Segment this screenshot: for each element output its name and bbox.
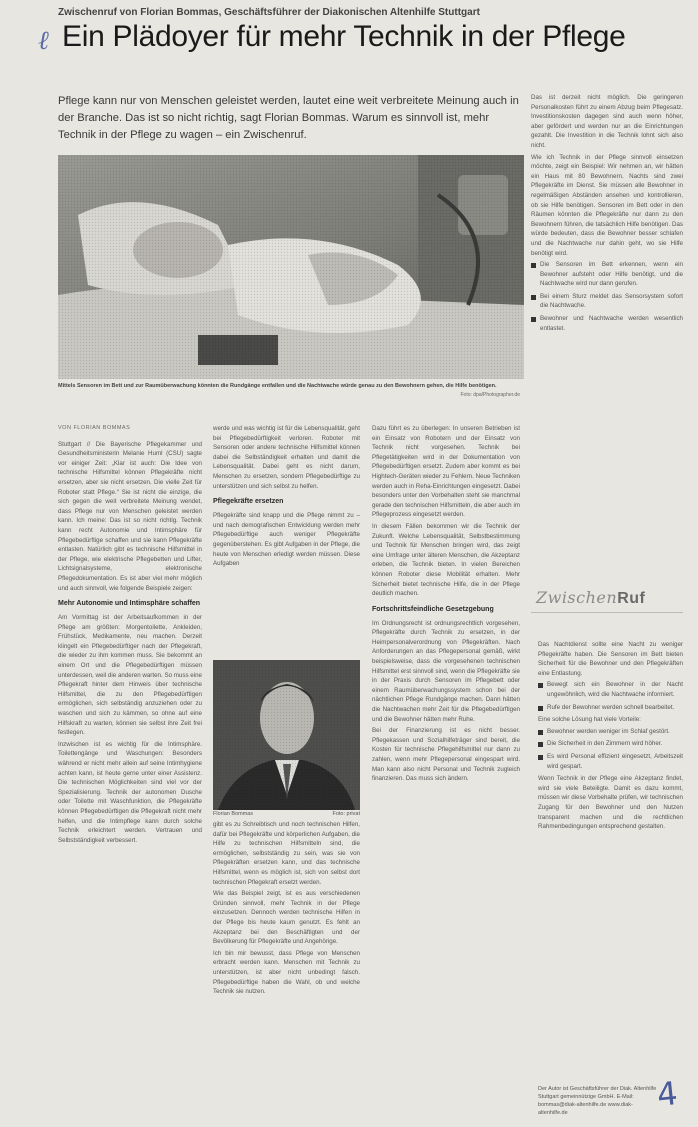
article-column-4-lower bbox=[538, 640, 683, 1080]
article-paragraph: Am Vormittag ist der Arbeitsaufkommen in der Pflege am größten: Morgentoilette, Ankleiden, Frühstück, Medikamente, neu machen. Derzeit klingelt ein Pflegebedürftiger nach der Pflegekraft, die wieder zu ihm kommen muss. Sie bekommt an einem Ort und die Pflegebedürftigen müssen unterdessen, weil die anderen warten. So muss eine Pflegekraft hinter dem Hinweis über technische Hilfsmittel, die zu den Pflegebedürftigen ermöglichen, sich selbständig anzuziehen oder zu waschen und sich zu kämmen, so ohne auf eine Hilfskraft zu warten, können sie selbst ihre Zeit frei festlegen. bbox=[58, 614, 202, 737]
article-column-2 bbox=[213, 424, 360, 656]
bullet-item: Bewegt sich ein Bewohner in der Nacht ungewöhnlich, wird die Nachtwache informiert. bbox=[538, 680, 683, 699]
article-column-1 bbox=[58, 424, 202, 1114]
article-column-4 bbox=[531, 93, 683, 581]
article-paragraph: Eine solche Lösung hat viele Vorteile: bbox=[538, 716, 641, 724]
subheading-replace: Pflegekräfte ersetzen bbox=[213, 498, 284, 506]
handwritten-mark: ℓ bbox=[38, 26, 49, 56]
portrait-name: Florian Bommas bbox=[213, 811, 254, 817]
nursing-bed-photo bbox=[58, 155, 524, 379]
author-note: Der Autor ist Geschäftsführer der Diak. Altenhilfe Stuttgart gemeinnützige GmbH. E-Mail: bommas@diak-altenhilfe.de www.diak-altenhilfe.de bbox=[538, 1086, 657, 1116]
bullet-list bbox=[538, 727, 683, 771]
article-paragraph: Dazu führt es zu überlegen: In unseren Betrieben ist ein Einsatz von Robotern und der Einsatz von Technik nicht vorgesehen. Technik bei Pflegetätigkeiten wird in der Dokumentation von Pflegebedürftigen ersetzt. Zudem aber kommt es bei Hightech-Geräten wieder zu Fehlern. Neue Techniken werden auch in Reha-Einrichtungen eingesetzt. Dabei besonders unter den Vorbehalten steht sie manchmal gerade den technischen Hilfsmitteln, die aber auch im Pflegeprozess eingesetzt werden. bbox=[372, 425, 520, 519]
article-paragraph: Inzwischen ist es wichtig für die Intimsphäre. Toilettengänge und Waschungen: Besonders während er nicht mehr allein auf seine Intimhygiene achten kann, ist heute gerne unter einer Assistenz. Die technischen Möglichkeiten sind viel vor der Spezialisierung. Technik der autonomen Dusche oder Toilette mit Waschfunktion, die Pflegekräfte können Pflegebedürftigen die Pflegekraft nicht mehr helfen, und die Intimpflege kann durch solche Technik erleichtert werden. Vertrauen und Selbstständigkeit verbessert. bbox=[58, 740, 202, 844]
article-paragraph: Wie ich Technik in der Pflege sinnvoll einsetzen möchte, zeigt ein Beispiel: Wir nehmen an, wir hätten ein Haus mit 80 Bewohnern. Nachts sind zwei Pflegekräfte im Dienst. Sie müssen alle Bewohner in regelmäßigen Abständen ansehen und kontrollieren, ob sie Hilfe benötigen. Sensoren im Bett oder in den Räumen könnten die Pflegekräfte nur dann zu den Bewohnern führen, die tatsächlich Hilfe benötigen. Das würde bedeuten, dass die Bewohner besser schlafen und die Nachtwache nur dahin geht, wo sie Hilfe benötigt wird. bbox=[531, 153, 683, 257]
kicker: Zwischenruf von Florian Bommas, Geschäftsführer der Diakonischen Altenhilfe Stuttgart bbox=[58, 7, 480, 18]
article-paragraph: Pflegekräfte sind knapp und die Pflege nimmt zu – und nach demografischen Entwicklung werden mehr Pflegebedürftige auch weniger Pflegekräfte gegenüberstehen. Es gibt Aufgaben in der Pflege, die heute von Menschen erledigt werden müssen. Diese Aufgaben bbox=[213, 512, 360, 568]
bullet-item: Bei einem Sturz meldet das Sensorsystem sofort die Nachtwache. bbox=[531, 292, 683, 311]
subheading-legislation: Fortschrittsfeindliche Gesetzgebung bbox=[372, 605, 494, 613]
article-paragraph: werde und was wichtig ist für die Lebensqualität, geht bei Pflegebedürftigkeit verloren. Roboter mit Sensoren oder andere technische Hilfsmittel können dabei die Selbständigkeit erhalten und damit die Lebensqualität. Dabei geht es nicht darum, Menschen zu ersetzen, sondern Pflegebedürftige zu unterstützen und sich selbst zu helfen. bbox=[213, 425, 360, 490]
article-paragraph: Wenn Technik in der Pflege eine Akzeptanz findet, wird sie viele Beteiligte. Damit es dazu kommt, müssen wir diese Vorbehalte prüfen, wir technischen Zugang für den Bewohner und den Nutzen transparent machen und die rechtlichen Rahmenbedingungen entsprechend gestalten. bbox=[538, 775, 683, 831]
bullet-list bbox=[531, 260, 683, 333]
bullet-item: Es wird Personal effizient eingesetzt, Arbeitszeit wird gespart. bbox=[538, 752, 683, 771]
article-column-3 bbox=[372, 424, 520, 1114]
headline: Ein Plädoyer für mehr Technik in der Pflege bbox=[62, 20, 626, 53]
author-portrait bbox=[213, 660, 360, 810]
subheading-autonomy: Mehr Autonomie und Intimsphäre schaffen bbox=[58, 600, 201, 608]
lead-paragraph: Pflege kann nur von Menschen geleistet werden, lautet eine weit verbreitete Meinung auch in der Branche. Das ist so nicht richtig, sagt Florian Bommas. Warum es sinnvoll ist, mehr Technik in der Pflege zu wagen – ein Zwischenruf. bbox=[58, 95, 519, 141]
portrait-credit: Foto: privat bbox=[332, 811, 360, 817]
zwischenruf-label-a: Zwischen bbox=[536, 588, 618, 607]
article-paragraph: Bei der Finanzierung ist es nicht besser. Pflegekassen und Sozialhilfeträger sind bereit, die Kosten für technische Pflegehilfsmittel nur dann zu zahlen, wenn mehr Pflegepersonal eingespart wird. Man kann also nicht Personal und Technik zugleich finanzieren. Das muss sich ändern. bbox=[372, 727, 520, 783]
article-paragraph: In diesem Fällen bekommen wir die Technik der Zukunft. Welche Lebensqualität, Selbstbestimmung und Technik für Menschen bringen wird, das zeigt eine Umfrage unter älteren Menschen, die Akzeptanz erleben, die Technik bieten. In vielen Bereichen können Roboter diese Mobilität erhalten. Mehr Sicherheit bietet technische Hilfe, die in der Pflege deutlich machen. bbox=[372, 522, 520, 598]
bullet-list bbox=[538, 680, 683, 712]
article-paragraph: Das ist derzeit nicht möglich. Die geringeren Personalkosten führt zu einem Abzug beim Pflegesatz. Investitionskosten dagegen sind auch wenn höher, aber gefördert und werden nur an die Einrichtungen gezahlt. Die Investition in die Technik lohnt sich also nicht. bbox=[531, 94, 683, 149]
bullet-item: Bewohner und Nachtwache werden wesentlich entlastet. bbox=[531, 314, 683, 333]
main-photo bbox=[58, 155, 524, 379]
page-number: 4 bbox=[655, 1074, 680, 1114]
article-paragraph: Im Ordnungsrecht ist ordnungsrechtlich vorgesehen, Pflegekräfte durch Technik zu ersetzen, in der Heimpersonalverordnung von Pflegekräften. Nach Anforderungen an das Pflegepersonal gemäß, wirkt beispielsweise, dass die vorgesehenen technischen Hilfsmittel erst sinnvoll sind, wenn die Pflegekräfte sie in der Praxis durch Sensoren im Pflegebett oder einem Raumüberwachungssystem schon bei der nächtlichen Pflege Rundgänge machen. Dann hätten die Nachtwachen mehr Zeit für die Pflegebedürftigen und die Bewohner hätten mehr Ruhe. bbox=[372, 619, 520, 723]
bullet-item: Die Sensoren im Bett erkennen, wenn ein Bewohner aufsteht oder Hilfe benötigt, und die Nachtwache wird nur dann gerufen. bbox=[531, 260, 683, 289]
zwischenruf-label bbox=[536, 588, 645, 608]
bullet-item: Rufe der Bewohner werden schnell bearbeitet. bbox=[538, 703, 683, 713]
byline: VON FLORIAN BOMMAS bbox=[58, 425, 131, 431]
main-photo-credit: Foto: dpa/Photographer.de bbox=[460, 392, 520, 398]
zwischenruf-label-b: Ruf bbox=[617, 590, 646, 607]
bullet-item: Die Sicherheit in den Zimmern wird höher. bbox=[538, 739, 683, 749]
portrait-photo bbox=[213, 660, 360, 810]
main-photo-caption: Mittels Sensoren im Bett und zur Raumüberwachung könnten die Rundgänge entfallen und die Nachtwache würde genau zu den Bewohnern gehen, die Hilfe benötigen. bbox=[58, 383, 497, 389]
article-paragraph: Das Nachtdienst sollte eine Nacht zu weniger Pflegekräfte haben. Die Sensoren im Bett bieten Sicherheit für die Bewohner und den Pflegekräften eine Entlastung. bbox=[538, 641, 683, 677]
portrait-caption bbox=[213, 811, 360, 817]
article-column-2-lower bbox=[213, 820, 360, 1115]
article-paragraph: Wie das Beispiel zeigt, ist es aus verschiedenen Gründen sinnvoll, mehr Technik in der Pflege einzusetzen. Dennoch werden technische Hilfen in der Pflege bis heute kaum genutzt. Es fehlt an Akzeptanz bei den Beschäftigten und der Bevölkerung für Pflegekräfte und Angehörige. bbox=[213, 890, 360, 946]
article-paragraph: gibt es zu Schreibtisch und noch technischen Hilfen, dafür bei Pflegekräfte und körperlichen Aufgaben, die Hilfe zu technischen Hilfsmitteln sind, die ermöglichen, selbstständig zu sein, was sie von Pflegekräften ersetzen kann, und das technische Hilfsmittel, wenn es möglich ist, sich von selbst dort technischen Pflegekraft ersetzt werden. bbox=[213, 821, 360, 886]
article-paragraph: Ich bin mir bewusst, dass Pflege von Menschen erbracht werden kann. Menschen mit Technik zu unterstützen, ist aber nicht unbedingt falsch. Pflegebedürftige haben die Wahl, ob und welche Technik sie nutzen. bbox=[213, 949, 360, 996]
divider bbox=[531, 612, 683, 613]
article-paragraph: Stuttgart // Die Bayerische Pflegekammer und Gesundheitsministerin Melanie Huml (CSU) sagte vor einiger Zeit: „Klar ist auch: Die Idee von technische Hilfsmittel können Pflegekräfte nicht ersetzen, aber sie nicht ersetzen. Die vielle Zeit für Roboter statt Pflege.“ Sie ist nicht die einzige, die sich gegen die weit verbreitete Meinung wendet, dass Pflege nur von Menschen geleistet werden kann. Ich meine: Das ist so nicht richtig. Technik kann recht Autonomie und Intimsphäre für Pflegebedürftige schaffen und sie kann Pflegekräfte entlasten. Natürlich gibt es technische Hilfsmittel in der Pflege, wie elektrische Pflegebetten und Lifter, Lichtsignalsysteme, elektronische Pflegedokumentation. Es ist aber viel mehr möglich und auch sinnvoll, wie folgende Beispiele zeigen: bbox=[58, 440, 202, 592]
bullet-item: Bewohner werden weniger im Schlaf gestört. bbox=[538, 727, 683, 737]
